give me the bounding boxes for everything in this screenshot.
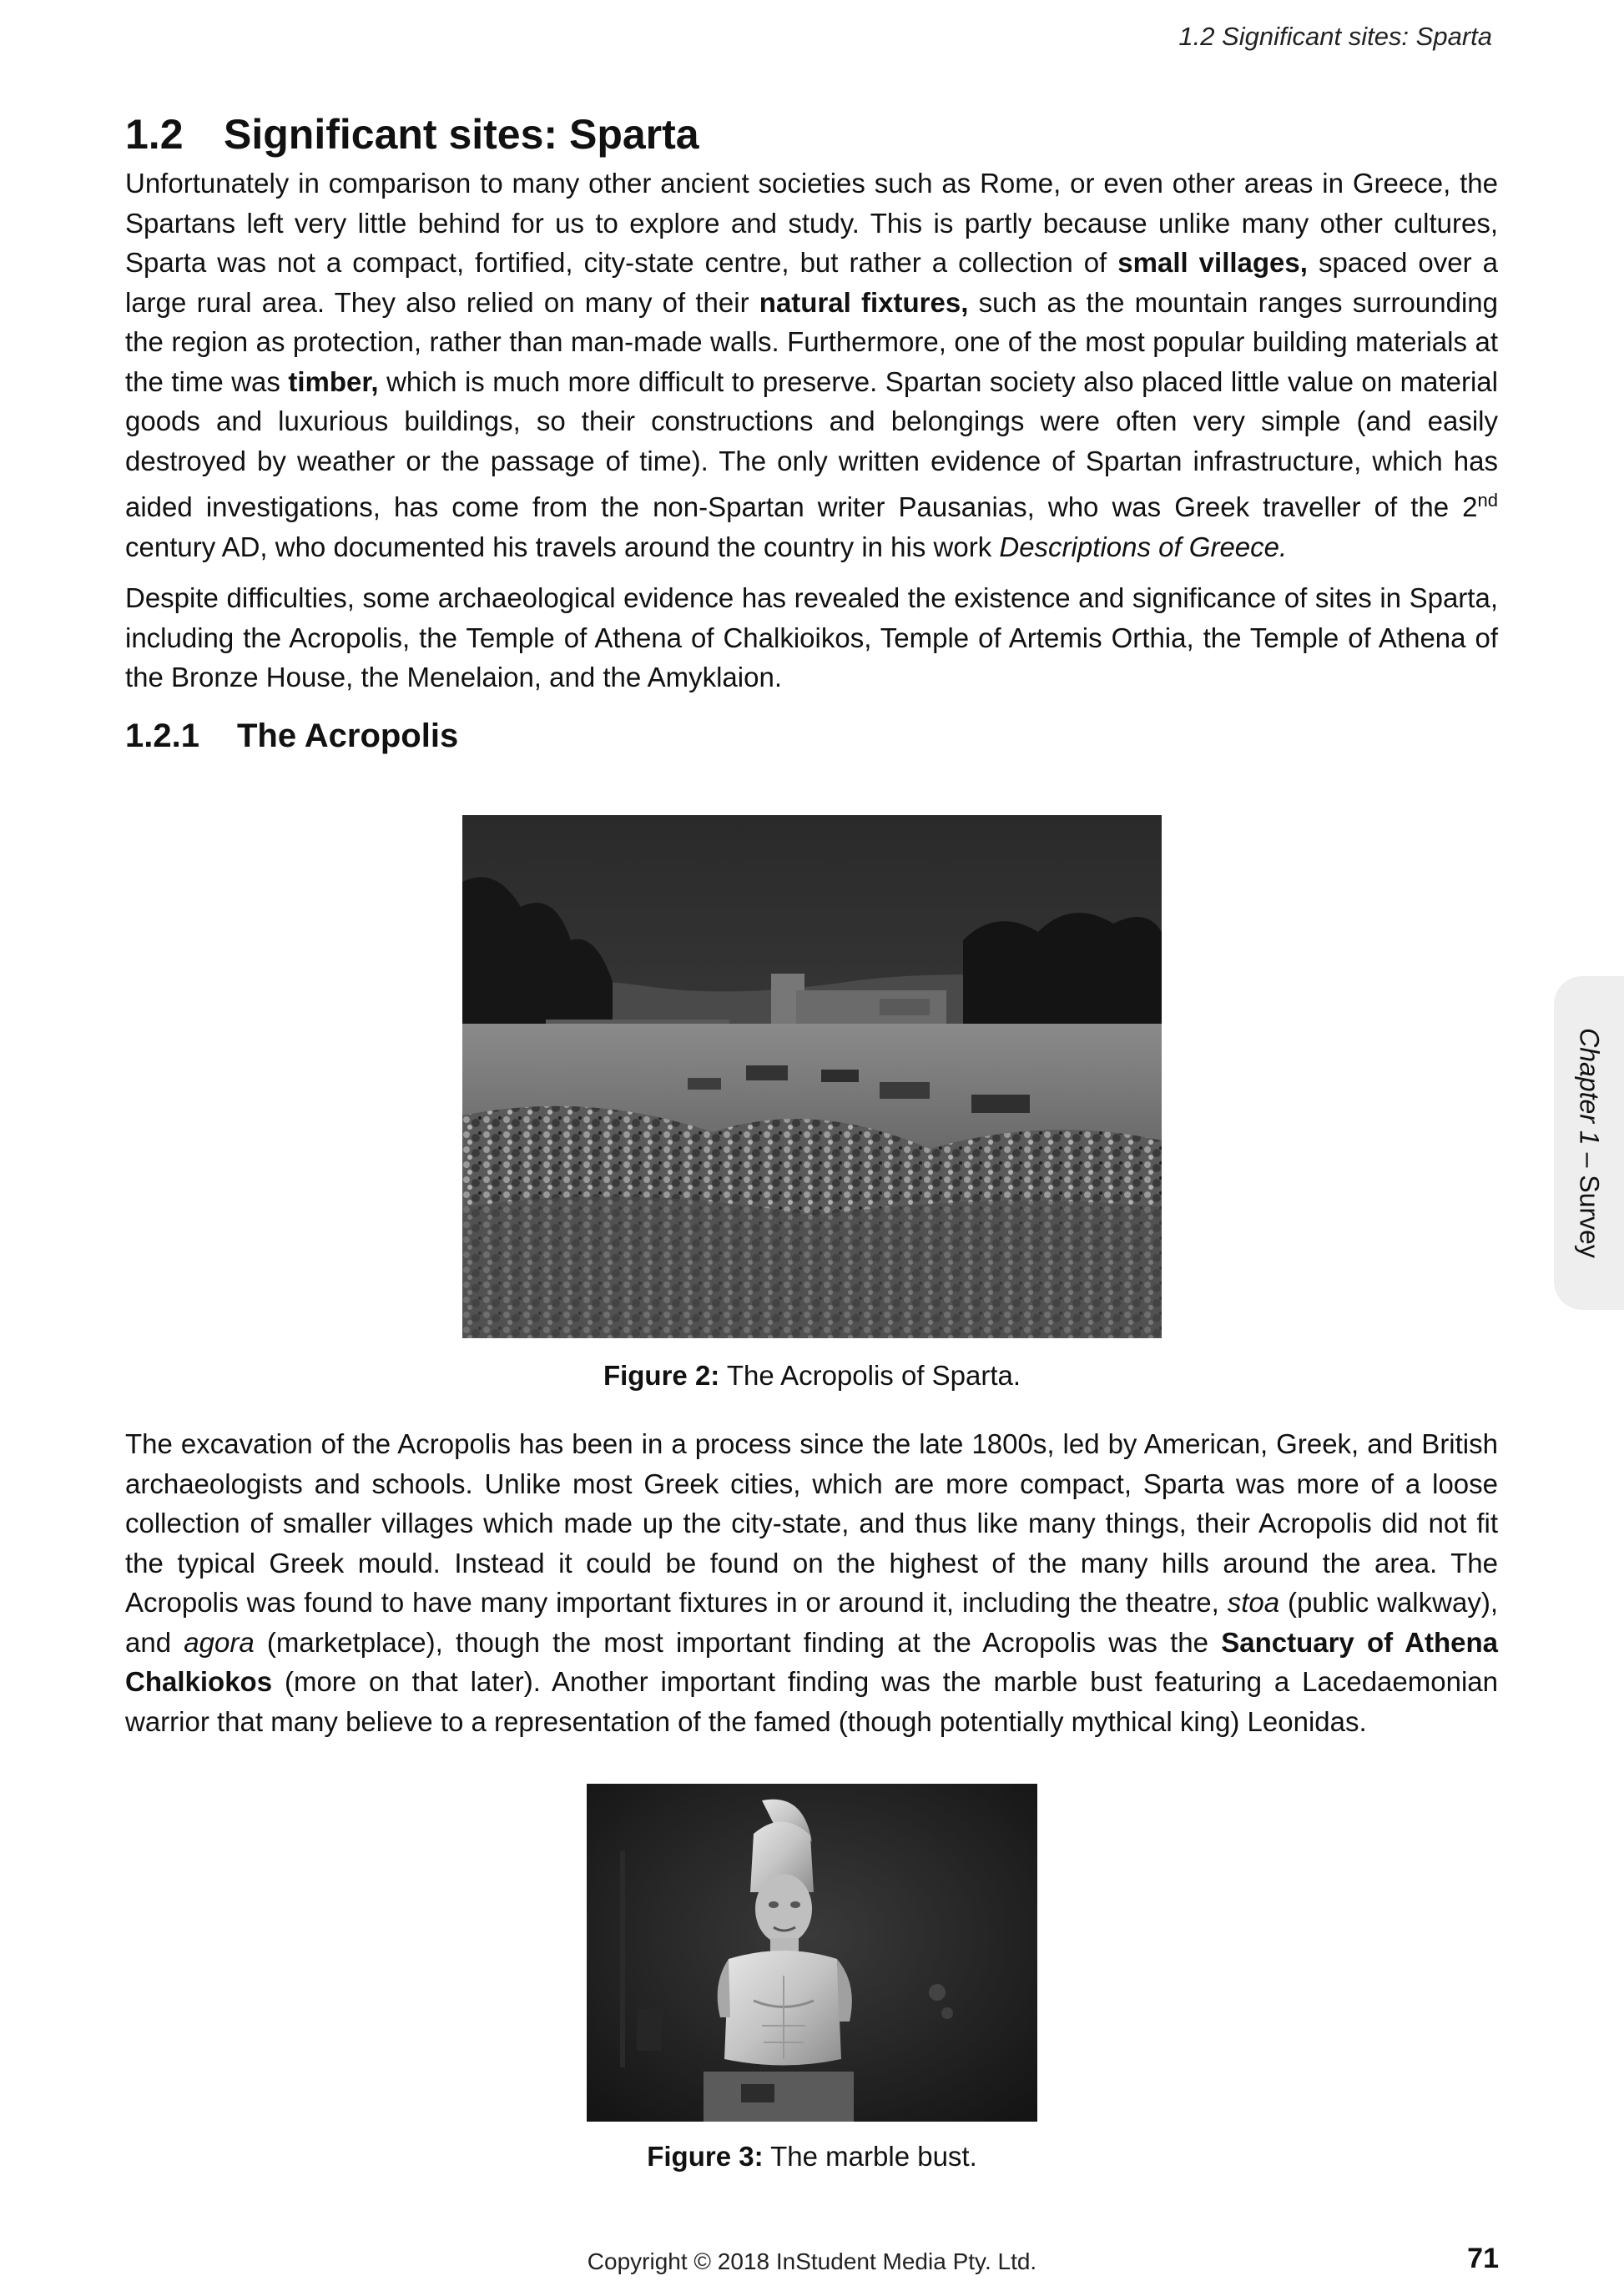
subsection-number: 1.2.1 xyxy=(125,717,199,754)
chapter-name: Survey xyxy=(1574,1175,1605,1258)
subsection-heading xyxy=(125,711,1498,761)
text-run: (marketplace), though the most important finding at the Acropolis was the xyxy=(254,1626,1222,1658)
text-run: (more on that later). Another important finding was the marble bust featuring a Lacedaemonian warrior that many believe to a representation of the famed (though potentially mythical king) Leonidas. xyxy=(125,1666,1498,1737)
superscript-nd: nd xyxy=(1477,490,1498,511)
bold-sanctuary: Sanctuary of Athena Chalkiokos xyxy=(125,1626,1498,1697)
bold-small-villages: small villages, xyxy=(1117,247,1308,278)
section-number: 1.2 xyxy=(125,111,184,158)
bold-natural-fixtures: natural fixtures, xyxy=(759,286,969,318)
page-number: 71 xyxy=(1467,2243,1499,2274)
figure-3-text: The marble bust. xyxy=(763,2141,977,2172)
paragraph-excavation xyxy=(125,1424,1498,1741)
figure-3-label: Figure 3: xyxy=(647,2141,764,2172)
figure-3-caption xyxy=(0,2141,1624,2173)
italic-agora: agora xyxy=(184,1626,255,1658)
text-run: spaced over a large rural area. They also relied on many of their xyxy=(125,247,1498,318)
running-header: 1.2 Significant sites: Sparta xyxy=(1178,22,1492,51)
figure-2-text: The Acropolis of Sparta. xyxy=(719,1360,1021,1391)
chapter-side-tab xyxy=(1554,976,1624,1310)
chapter-number: Chapter 1 xyxy=(1574,1028,1605,1145)
section-title: Significant sites: Sparta xyxy=(224,111,699,158)
paragraph-excavation-wrap xyxy=(125,1424,1498,1741)
italic-stoa: stoa xyxy=(1227,1587,1280,1618)
footer-copyright: Copyright © 2018 InStudent Media Pty. Ltd. xyxy=(587,2248,1037,2274)
section-heading xyxy=(125,105,1498,164)
text-run: such as the mountain ranges surrounding the region as protection, rather than man-made walls. Furthermore, one of the most popular building materials at the time was xyxy=(125,286,1498,397)
subsection-title: The Acropolis xyxy=(237,717,459,754)
text-run: Unfortunately in comparison to many other ancient societies such as Rome, or even other areas in Greece, the Spartans left very little behind for us to explore and study. This is partly because unlike many other cultures, Sparta was not a compact, fortified, city-state centre, but rather a collection of xyxy=(125,168,1498,278)
figure-2-caption xyxy=(0,1360,1624,1392)
paragraph-intro xyxy=(125,164,1498,566)
paragraph-sites: Despite difficulties, some archaeological evidence has revealed the existence and significance of sites in Sparta, including the Acropolis, the Temple of Athena of Chalkioikos, Temple of Artemis Orthia, the Temple of Athena of the Bronze House, the Menelaion, and the Amyklaion. xyxy=(125,582,1498,692)
text-run: which is much more difficult to preserve. Spartan society also placed little value on material goods and luxurious buildings, so their constructions and belongings were often very simple (and easily destroyed by weather or the passage of time). The only written evidence of Spartan infrastructure, which has aided investigations, has come from the non-Spartan writer Pausanias, who was Greek traveller of the 2 xyxy=(125,365,1498,522)
text-run: The excavation of the Acropolis has been in a process since the late 1800s, led by American, Greek, and British archaeologists and schools. Unlike most Greek cities, which are more compact, Sparta was more of a loose collection of smaller villages which made up the city-state, and thus like many things, their Acropolis did not fit the typical Greek mould. Instead it could be found on the highest of the many hills around the area. The Acropolis was found to have many important fixtures in or around it, including the theatre, xyxy=(125,1428,1498,1618)
bold-timber: timber, xyxy=(288,365,379,397)
text-run: (public walkway), and xyxy=(125,1587,1498,1658)
main-content xyxy=(125,105,1498,761)
italic-work-title: Descriptions of Greece. xyxy=(999,531,1288,562)
marble-bust-photo xyxy=(587,1784,1037,2122)
text-run: century AD, who documented his travels around the country in his work xyxy=(125,531,1000,562)
chapter-tab-label xyxy=(1574,1028,1605,1258)
chapter-separator: – xyxy=(1574,1145,1605,1176)
acropolis-photo xyxy=(462,815,1162,1338)
figure-2-label: Figure 2: xyxy=(603,1360,720,1391)
